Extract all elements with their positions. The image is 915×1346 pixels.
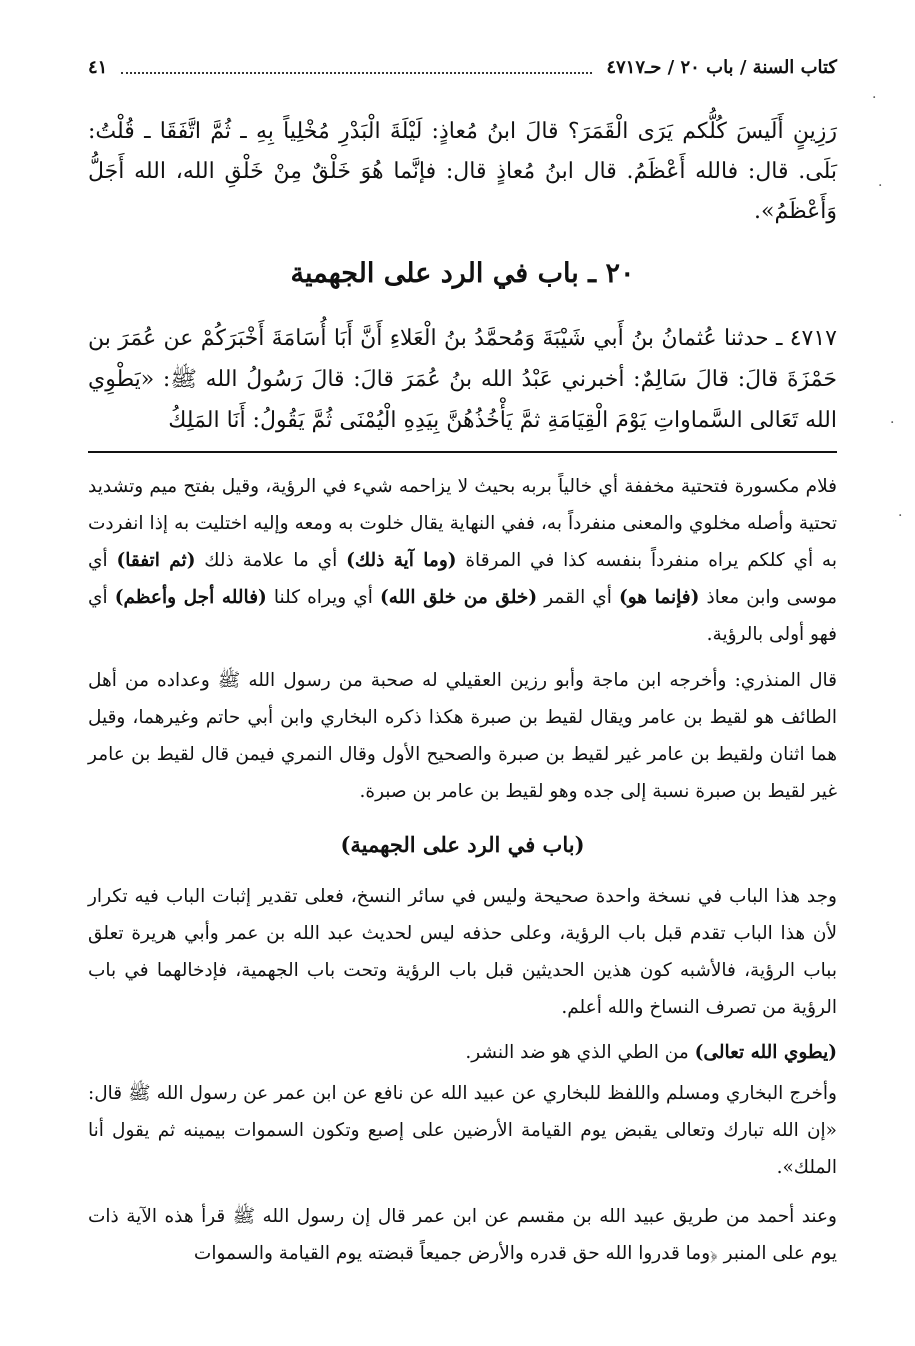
- commentary-text: أي القمر: [537, 587, 619, 608]
- running-header: [88, 50, 837, 84]
- hadith-continuation: رَزِينٍ أَلَيسَ كُلُّكم يَرَى الْقَمَرَ؟ قالَ ابنُ مُعاذٍ: لَيْلَةَ الْبَدْرِ مُخْلِياً بِهِ ـ ثُمَّ اتَّفَقَا ـ قُلْتُ: بَلَى. قال: فالله أَعْظَمُ. قال ابنُ مُعاذٍ قال: فإنَّما هُوَ خَلْقٌ مِنْ خَلْقِ الله، الله أَجَلُّ وَأَعْظَمُ».: [88, 119, 837, 224]
- scan-speck: ·: [878, 178, 883, 194]
- commentary-paragraph-4: [88, 1034, 837, 1071]
- commentary-paragraph-1: [88, 468, 837, 653]
- commentary-lemma: (ثم اتفقا): [116, 550, 196, 571]
- commentary-lemma: (فإنما هو): [618, 587, 700, 608]
- scan-speck: ·: [872, 90, 877, 106]
- commentary-lemma: (فالله أجل وأعظم): [114, 587, 267, 608]
- header-dot-leader: [121, 60, 592, 74]
- book-title: كتاب السنة / باب ٢٠ / حـ٤٧١٧: [606, 56, 837, 78]
- commentary-paragraph-6: وعند أحمد من طريق عبيد الله بن مقسم عن ابن عمر قال إن رسول الله ﷺ قرأ هذه الآية ذات يوم على المنبر ﴿وما قدروا الله حق قدره والأرض جميعاً قبضته يوم القيامة والسموات: [88, 1206, 837, 1264]
- commentary-paragraph-3: وجد هذا الباب في نسخة واحدة صحيحة وليس في سائر النسخ، فعلى تقدير إثبات الباب فيه تكرار لأن هذا الباب تقدم قبل باب الرؤية، وعلى حذفه ليس لحديث عبد الله بن عمر وأبي هريرة تعلق بباب الرؤية، فالأشبه كون هذين الحديثين قبل باب الرؤية وتحت باب الجهمية، فإدخالهما في باب الرؤية من تصرف النساخ والله أعلم.: [88, 886, 837, 1018]
- commentary-text: أي ما علامة ذلك: [195, 550, 347, 571]
- commentary-text: من الطي الذي هو ضد النشر.: [465, 1042, 695, 1063]
- chapter-heading: ٢٠ ـ باب في الرد على الجهمية: [290, 258, 635, 289]
- commentary-lemma: (خلق من خلق الله): [379, 587, 538, 608]
- commentary-paragraph-5: وأخرج البخاري ومسلم واللفظ للبخاري عن عبيد الله عن نافع عن ابن عمر عن رسول الله ﷺ قال: «إن الله تبارك وتعالى يقبض يوم القيامة الأرضين على إصبع وتكون السموات بيمينه ثم يقول أنا الملك».: [88, 1083, 837, 1178]
- scan-speck: ·: [898, 508, 903, 524]
- hadith-4717: ٤٧١٧ ـ حدثنا عُثمانُ بنُ أَبي شَيْبَةَ وَمُحمَّدُ بنُ الْعَلاءِ أَنَّ أَبَا أُسَامَةَ أَخْبَرَكُمْ عن عُمَرَ بن حَمْزَةَ قالَ: قالَ سَالِمٌ: أخبرني عَبْدُ الله بنُ عُمَرَ قالَ: قالَ رَسُولُ الله ﷺ: «يَطْوِي الله تَعَالى السَّماواتِ يَوْمَ الْقِيَامَةِ ثمَّ يَأْخُذُهُنَّ بِيَدِهِ الْيُمْنَى ثُمَّ يَقُولُ: أَنَا المَلِكُ: [88, 326, 837, 433]
- commentary-text: أي فهو أولى بالرؤية.: [88, 587, 837, 645]
- commentary-paragraph-2: قال المنذري: وأخرجه ابن ماجة وأبو رزين العقيلي له صحبة من رسول الله ﷺ وعداده من أهل الطائف هو لقيط بن عامر ويقال لقيط بن صبرة هكذا ذكره البخاري وابن أبي حاتم وغيرهما، وقيل هما اثنان ولقيط بن عامر غير لقيط بن صبرة والصحيح الأول وقال النمري فيمن قال لقيط بن عامر غير لقيط بن صبرة نسبة إلى جده وهو لقيط بن عامر بن صبرة.: [88, 670, 837, 802]
- commentary-lemma: (وما آية ذلك): [346, 550, 457, 571]
- page-number: ٤١: [88, 56, 108, 78]
- commentary-lemma: (يطوي الله تعالى): [694, 1042, 837, 1063]
- commentary-text: فلام مكسورة فتحتية مخففة أي خالياً بربه بحيث لا يزاحمه شيء في الرؤية، وقيل بفتح ميم وتشديد تحتية وأصله مخلوي والمعنى منفرداً به، ففي النهاية يقال خلوت به ومعه وإليه اختليت به إذا انفردت به أي كلكم يراه منفرداً بنفسه كذا في المرقاة: [88, 476, 837, 571]
- footnote-divider: [88, 451, 837, 453]
- commentary-text: أي موسى وابن معاذ: [88, 550, 837, 608]
- scan-speck: ·: [890, 415, 895, 431]
- commentary-text: أي ويراه كلنا: [266, 587, 380, 608]
- commentary-sub-heading: (باب في الرد على الجهمية): [340, 832, 585, 857]
